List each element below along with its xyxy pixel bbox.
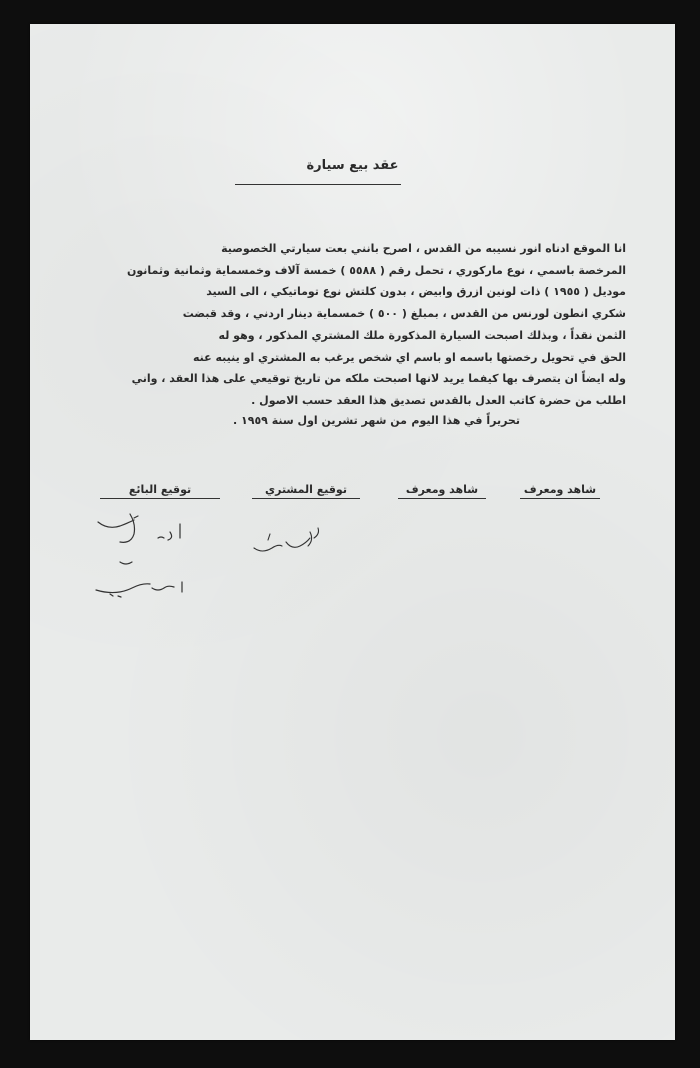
date-prefix: تحريراً في هذا اليوم	[411, 414, 520, 427]
body-line: انا الموقع ادناه انور نسيبه من القدس ، اصرح بانني بعت سيارتي الخصوصية	[221, 242, 626, 255]
title-underline	[235, 184, 401, 185]
seller-signature-label: توقيع البائع	[100, 483, 220, 499]
body-line: وله ايضاً ان يتصرف بها كيفما يريد لانها اصبحت ملكه من تاريخ توقيعي على هذا العقد ، واني	[131, 372, 626, 386]
witness-label-1: شاهد ومعرف	[520, 483, 600, 499]
body-line: موديل ( ١٩٥٥ ) ذات لونين ازرق وابيض ، بدون كلتش نوع توماتيكي ، الى السيد	[206, 285, 626, 299]
body-line: اطلب من حضرة كاتب العدل بالقدس تصديق هذا العقد حسب الاصول .	[251, 393, 626, 407]
contract-body	[68, 238, 626, 412]
body-line: الحق في تحويل رخصتها باسمه او باسم اي شخص يرغب به المشتري او ينيبه عنه	[193, 350, 626, 364]
witness-label-2: شاهد ومعرف	[398, 483, 486, 499]
document-title: عقد بيع سيارة	[306, 158, 399, 173]
body-line: الثمن نقداً ، وبذلك اصبحت السيارة المذكورة ملك المشتري المذكور ، وهو له	[218, 328, 626, 342]
body-line: المرخصة باسمي ، نوع ماركوري ، تحمل رقم ( ٥٥٨٨ ) خمسة آلاف وخمسماية وثمانية وثمانون	[127, 263, 626, 277]
buyer-signature-label: توقيع المشتري	[252, 483, 360, 499]
body-line: شكري انطون لورنس من القدس ، بمبلغ ( ٥٠٠ ) خمسماية دينار اردني ، وقد قبضت	[182, 307, 626, 321]
date-line	[30, 414, 675, 434]
date-month-year: من شهر تشرين اول سنة ١٩٥٩ .	[233, 414, 407, 427]
seller-handwritten-signature	[90, 502, 200, 602]
document-page	[30, 24, 675, 1040]
buyer-handwritten-signature	[248, 522, 328, 562]
